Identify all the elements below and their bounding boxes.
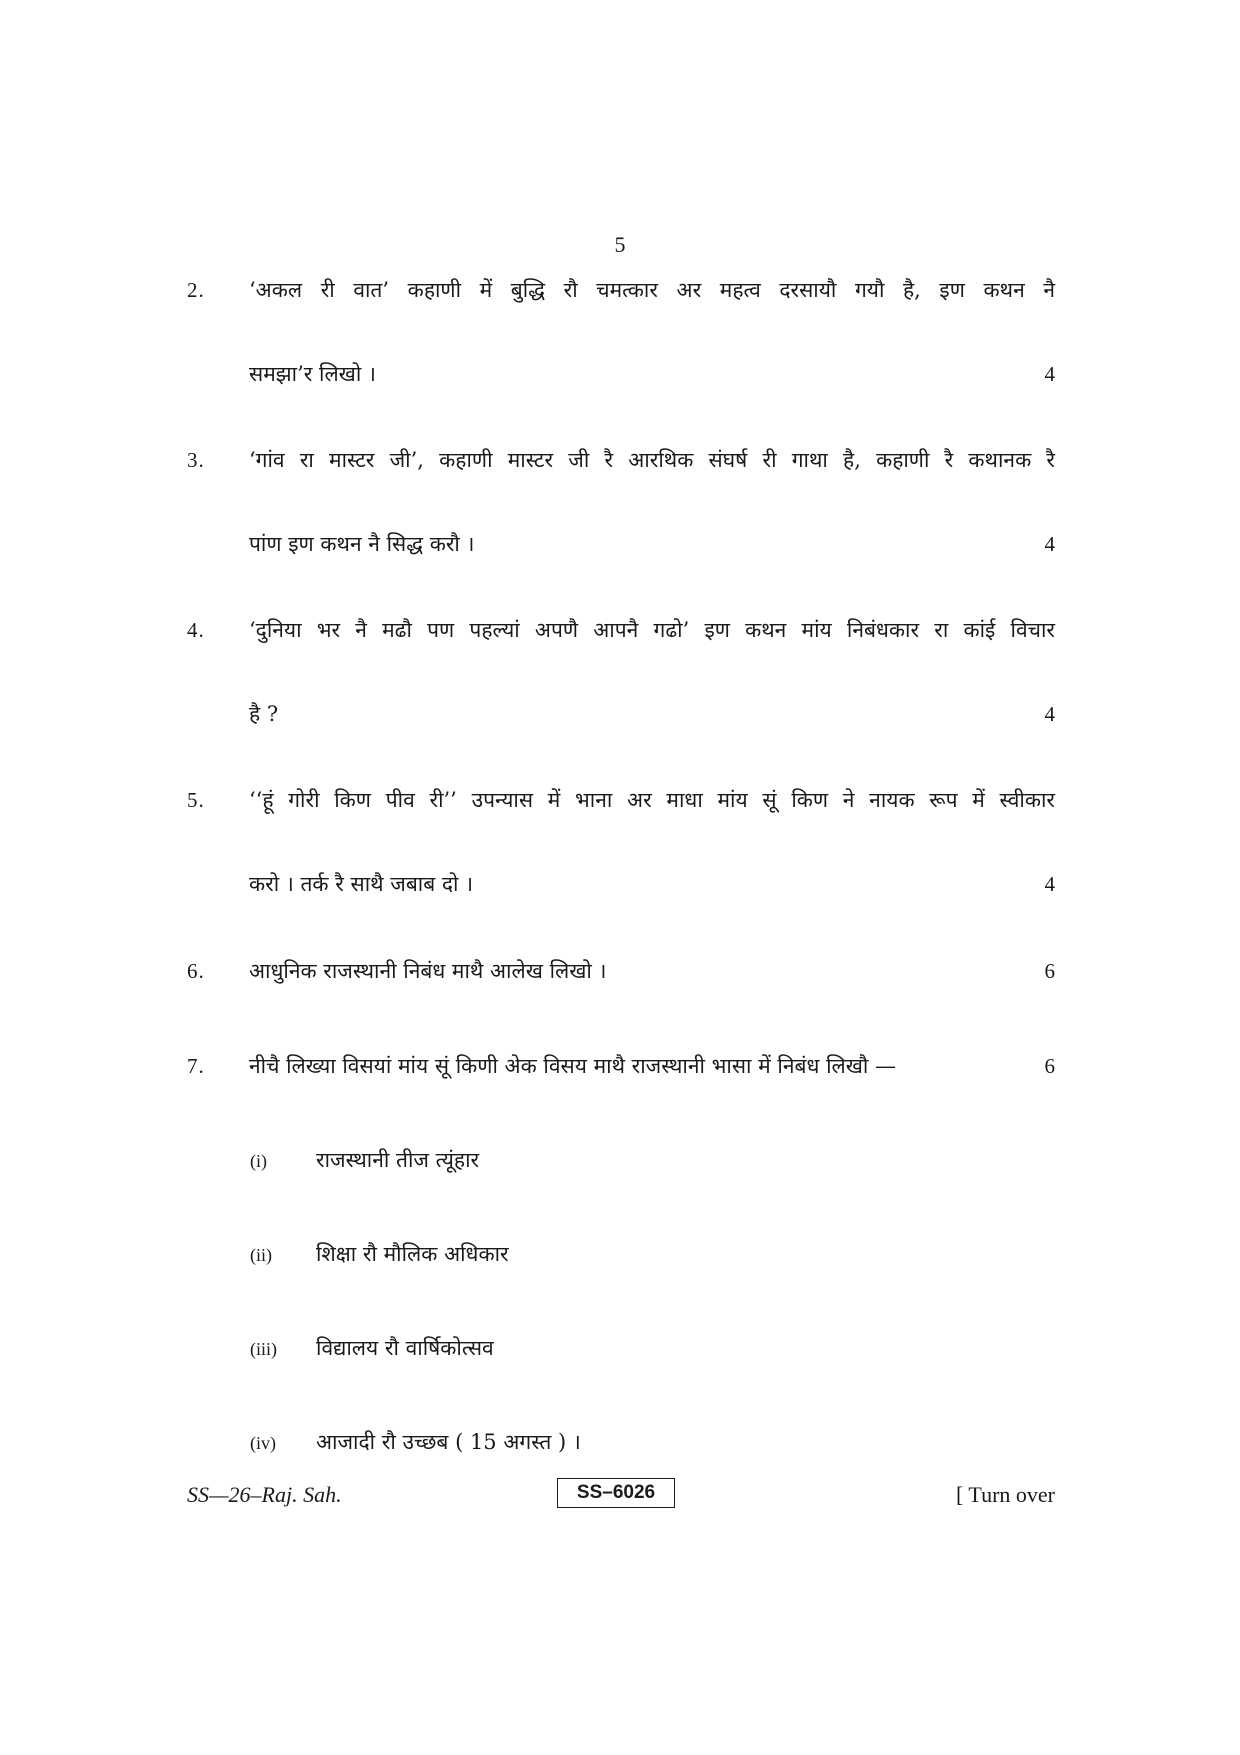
question-text-line-1: ‘अकल री वात’ कहाणी में बुद्धि रौ चमत्कार अर महत्व दरसायौ गयौ है, इण कथन नै xyxy=(249,278,1055,302)
page-number: 5 xyxy=(614,232,626,257)
essay-topic-label: (iii) xyxy=(250,1339,277,1359)
question-3 xyxy=(187,442,1055,562)
essay-topic-label: (iv) xyxy=(250,1433,276,1453)
essay-topic-item xyxy=(250,1236,509,1272)
question-number: 2. xyxy=(187,278,205,302)
essay-topic-text: राजस्थानी तीज त्यूंहार xyxy=(316,1148,480,1172)
essay-topic-item xyxy=(250,1424,581,1460)
question-marks: 6 xyxy=(1044,959,1055,983)
question-5 xyxy=(187,782,1055,902)
question-number: 3. xyxy=(187,448,205,472)
question-text-line-2: पांण इण कथन नै सिद्ध करौ । xyxy=(249,532,475,556)
question-4 xyxy=(187,612,1055,732)
question-text-line-1: नीचै लिख्या विसयां मांय सूं किणी अेक विसय माथै राजस्थानी भासा में निबंध लिखौ — xyxy=(249,1054,897,1078)
footer-paper-code-box: SS–6026 xyxy=(557,1478,675,1508)
essay-topic-text: आजादी रौ उच्छब ( 15 अगस्त ) । xyxy=(316,1430,581,1454)
question-marks: 4 xyxy=(1044,872,1055,896)
question-text-line-2: समझा’र लिखो । xyxy=(249,362,376,386)
page-footer xyxy=(187,1478,1055,1514)
essay-topic-text: विद्यालय रौ वार्षिकोत्सव xyxy=(316,1336,494,1360)
essay-topic-label: (ii) xyxy=(250,1245,272,1265)
question-text-line-2: है ? xyxy=(249,702,279,726)
question-6 xyxy=(187,953,1055,989)
question-text-line-1: ‘दुनिया भर नै मढौ पण पहल्यां अपणै आपनै गढो’ इण कथन मांय निबंधकार रा कांई विचार xyxy=(249,618,1055,642)
question-number: 5. xyxy=(187,788,205,812)
question-number: 6. xyxy=(187,959,205,983)
essay-topic-text: शिक्षा रौ मौलिक अधिकार xyxy=(316,1242,509,1266)
question-text-line-1: ‘गांव रा मास्टर जी’, कहाणी मास्टर जी रै आरथिक संघर्ष री गाथा है, कहाणी रै कथानक रै xyxy=(249,448,1055,472)
question-number: 7. xyxy=(187,1054,205,1078)
footer-turn-over: [ Turn over xyxy=(955,1482,1055,1507)
essay-topic-item xyxy=(250,1142,479,1178)
essay-topic-label: (i) xyxy=(250,1151,267,1171)
question-text-line-1: ‘‘हूं गोरी किण पीव री’’ उपन्यास में भाना अर माधा मांय सूं किण ने नायक रूप में स्वीकार xyxy=(249,788,1055,812)
question-marks: 6 xyxy=(1044,1054,1055,1078)
essay-topic-item xyxy=(250,1330,494,1366)
question-marks: 4 xyxy=(1044,702,1055,726)
question-text-line-1: आधुनिक राजस्थानी निबंध माथै आलेख लिखो । xyxy=(249,959,607,983)
question-marks: 4 xyxy=(1044,532,1055,556)
question-2 xyxy=(187,272,1055,392)
footer-subject-code: SS—26–Raj. Sah. xyxy=(187,1482,342,1507)
question-number: 4. xyxy=(187,618,205,642)
question-text-line-2: करो । तर्क रै साथै जबाब दो । xyxy=(249,872,474,896)
question-7 xyxy=(187,1048,1055,1084)
question-marks: 4 xyxy=(1044,362,1055,386)
